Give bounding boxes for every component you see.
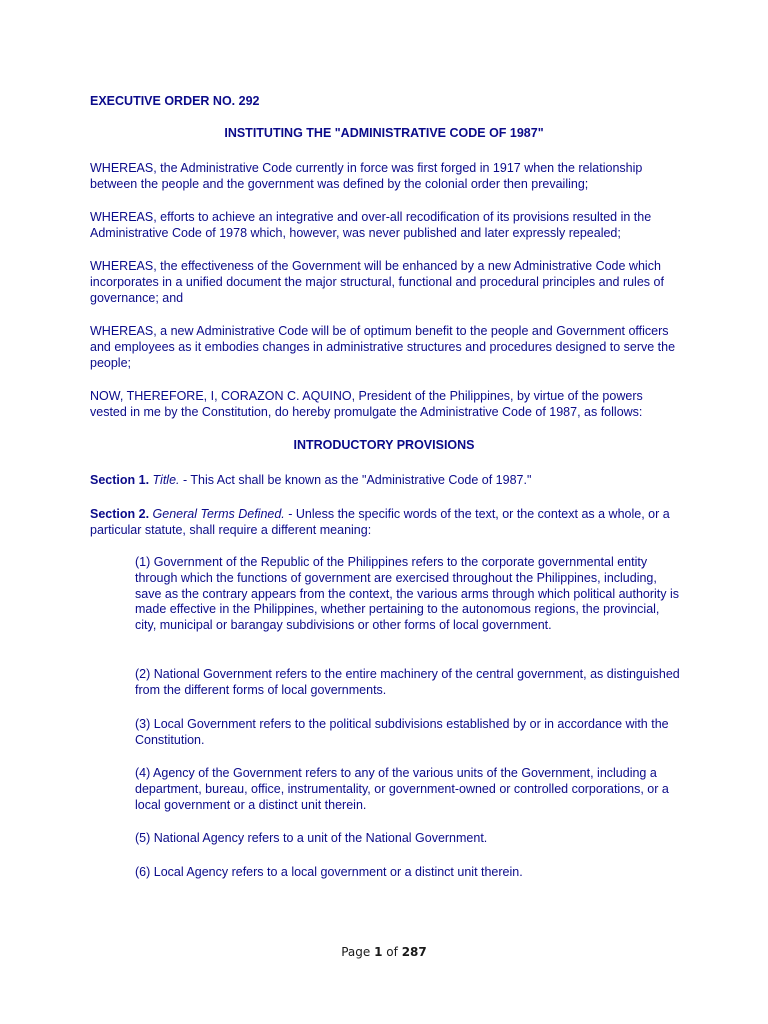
whereas-paragraph-1: WHEREAS, the Administrative Code currently in force was first forged in 1917 when the relationship between the people and the government was defined by the colonial order then prevailing; xyxy=(90,161,643,191)
section-2-title: General Terms Defined. xyxy=(152,507,285,521)
page-number: 1 xyxy=(374,945,383,959)
page-footer xyxy=(0,945,768,961)
section-1-label: Section 1. xyxy=(90,473,150,487)
of-word: of xyxy=(386,945,398,959)
order-subheading: INSTITUTING THE "ADMINISTRATIVE CODE OF 1987" xyxy=(224,126,544,140)
section-2-text: - Unless the specific words of the text, or the context as a whole, or a particular statute, shall require a different meaning: xyxy=(90,507,670,537)
order-heading: EXECUTIVE ORDER NO. 292 xyxy=(90,94,260,108)
definition-5: (5) National Agency refers to a unit of the National Government. xyxy=(135,831,488,845)
definition-1: (1) Government of the Republic of the Philippines refers to the corporate governmental entity through which the functions of government are exercised throughout the Philippines, including, save as the contrary appears from the context, the various arms through which political authority is made effective in the Philippines, whether pertaining to the autonomous regions, the provincial, city, municipal or barangay subdivisions or other forms of local government. xyxy=(135,555,680,633)
whereas-paragraph-2: WHEREAS, efforts to achieve an integrative and over-all recodification of its provisions resulted in the Administrative Code of 1978 which, however, was never published and later expressly repealed; xyxy=(90,210,652,240)
now-therefore-paragraph: NOW, THEREFORE, I, CORAZON C. AQUINO, President of the Philippines, by virtue of the powers vested in me by the Constitution, do hereby promulgate the Administrative Code of 1987, as follows: xyxy=(90,389,643,419)
whereas-paragraph-3: WHEREAS, the effectiveness of the Government will be enhanced by a new Administrative Code which incorporates in a unified document the major structural, functional and procedural principles and rules of governance; and xyxy=(90,259,664,305)
section-1-title: Title. xyxy=(152,473,180,487)
section-2 xyxy=(90,507,680,539)
section-2-label: Section 2. xyxy=(90,507,150,521)
definition-2: (2) National Government refers to the entire machinery of the central government, as distinguished from the different forms of local governments. xyxy=(135,667,680,697)
whereas-paragraph-4: WHEREAS, a new Administrative Code will be of optimum benefit to the people and Government officers and employees as it embodies changes in administrative structures and procedures designed to serve the people; xyxy=(90,324,676,370)
section-1-text: - This Act shall be known as the "Administrative Code of 1987." xyxy=(179,473,532,487)
total-pages: 287 xyxy=(401,945,427,959)
definition-4: (4) Agency of the Government refers to any of the various units of the Government, including a department, bureau, office, instrumentality, or government-owned or controlled corporations, or a local government or a distinct unit therein. xyxy=(135,766,669,812)
section-1 xyxy=(90,473,680,489)
introductory-provisions-heading: INTRODUCTORY PROVISIONS xyxy=(293,438,475,452)
page-word: Page xyxy=(341,945,371,959)
definition-3: (3) Local Government refers to the political subdivisions established by or in accordance with the Constitution. xyxy=(135,717,669,747)
definition-6: (6) Local Agency refers to a local government or a distinct unit therein. xyxy=(135,865,523,879)
